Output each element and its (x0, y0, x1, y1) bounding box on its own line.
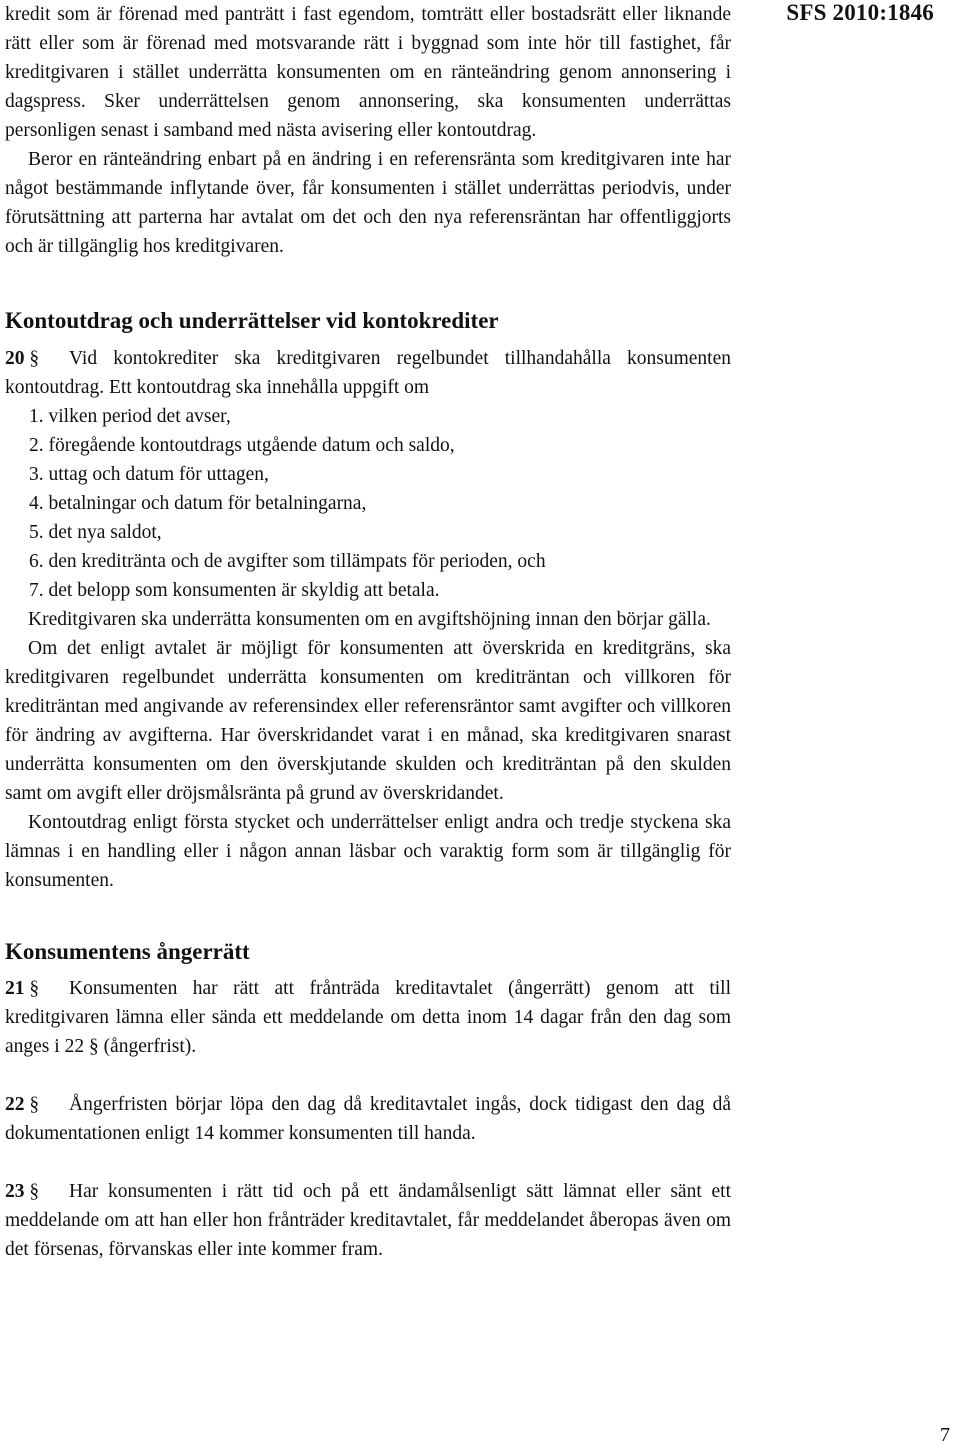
section-22-number (5, 1090, 69, 1119)
section-20-num: 20 (5, 348, 25, 369)
section-23-text: Har konsumenten i rätt tid och på ett ändamålsenligt sätt lämnat eller sänt ett meddelande om att han eller hon frånträder kreditavtalet, får meddelandet åberopas även om det försenas, förvanskas eller inte kommer fram. (5, 1181, 731, 1260)
section-23-paragraph (5, 1177, 731, 1264)
section-heading-angerratt: Konsumentens ångerrätt (5, 939, 250, 964)
list-item: 4. betalningar och datum för betalningarna, (29, 493, 367, 514)
document-body (5, 0, 731, 1264)
section-22-text: Ångerfristen börjar löpa den dag då kreditavtalet ingås, dock tidigast den dag då dokumentationen enligt 14 kommer konsumenten till handa. (5, 1094, 731, 1144)
spacer (5, 1061, 731, 1090)
list-item: 3. uttag och datum för uttagen, (29, 464, 269, 485)
section-21-number (5, 974, 69, 1003)
section-20-paragraph-3: Om det enligt avtalet är möjligt för konsumenten att överskrida en kreditgräns, ska kreditgivaren regelbundet underrätta konsumenten om krediträntan och villkoren för krediträntan med angivande av referensindex eller referensräntor samt avgifter och villkoren för ändring av avgifterna. Har överskridandet varat i en månad, ska kreditgivaren snarast underrätta konsumenten om den överskjutande skulden och krediträntan på den skulden samt om avgift eller dröjsmålsränta på grund av överskridandet. (5, 638, 731, 804)
section-heading-kontoutdrag: Kontoutdrag och underrättelser vid kontokrediter (5, 308, 499, 333)
section-20-paragraph-4: Kontoutdrag enligt första stycket och underrättelser enligt andra och tredje styckena ska lämnas i en handling eller i någon annan läsbar och varaktig form som är tillgänglig för konsumenten. (5, 812, 731, 891)
list-item: 1. vilken period det avser, (29, 406, 231, 427)
page-number: 7 (940, 1424, 950, 1446)
intro-paragraph-2: Beror en ränteändring enbart på en ändring i en referensränta som kreditgivaren inte har något bestämmande inflytande över, får konsumenten i stället underrättas periodvis, under förutsättning att parterna har avtalat om det och den nya referensräntan har offentliggjorts och är tillgänglig hos kreditgivaren. (5, 149, 731, 257)
paragraph-sign: § (29, 348, 40, 369)
section-20-paragraph (5, 344, 731, 402)
list-item: 5. det nya saldot, (29, 522, 162, 543)
spacer (5, 1148, 731, 1177)
paragraph-sign: § (29, 1094, 40, 1115)
paragraph-sign: § (29, 978, 40, 999)
section-21-num: 21 (5, 978, 25, 999)
section-20-number (5, 344, 69, 373)
section-22-num: 22 (5, 1094, 25, 1115)
intro-paragraph-1: kredit som är förenad med panträtt i fast egendom, tomträtt eller bostadsrätt eller liknande rätt eller som är förenad med motsvarande rätt i byggnad som inte hör till fastighet, får kreditgivaren i stället underrätta konsumenten om en ränteändring genom annonsering i dagspress. Sker underrättelsen genom annonsering, ska konsumenten underrättas personligen senast i samband med nästa avisering eller kontoutdrag. (5, 4, 731, 141)
section-21-text: Konsumenten har rätt att frånträda kreditavtalet (ångerrätt) genom att till kreditgivaren lämna eller sända ett meddelande om detta inom 14 dagar från den dag som anges i 22 § (ångerfrist). (5, 978, 731, 1057)
list-item: 2. föregående kontoutdrags utgående datum och saldo, (29, 435, 455, 456)
list-item: 6. den kreditränta och de avgifter som tillämpats för perioden, och (29, 551, 546, 572)
section-20-text: Vid kontokrediter ska kreditgivaren regelbundet tillhandahålla konsumenten kontoutdrag. Ett kontoutdrag ska innehålla uppgift om (5, 348, 731, 398)
kontoutdrag-item-list (5, 402, 731, 605)
sfs-reference: SFS 2010:1846 (786, 0, 934, 25)
paragraph-sign: § (29, 1181, 40, 1202)
section-23-num: 23 (5, 1181, 25, 1202)
list-item: 7. det belopp som konsumenten är skyldig att betala. (29, 580, 440, 601)
section-22-paragraph (5, 1090, 731, 1148)
section-21-paragraph (5, 974, 731, 1061)
section-20-paragraph-2: Kreditgivaren ska underrätta konsumenten om en avgiftshöjning innan den börjar gälla. (28, 609, 711, 630)
section-23-number (5, 1177, 69, 1206)
